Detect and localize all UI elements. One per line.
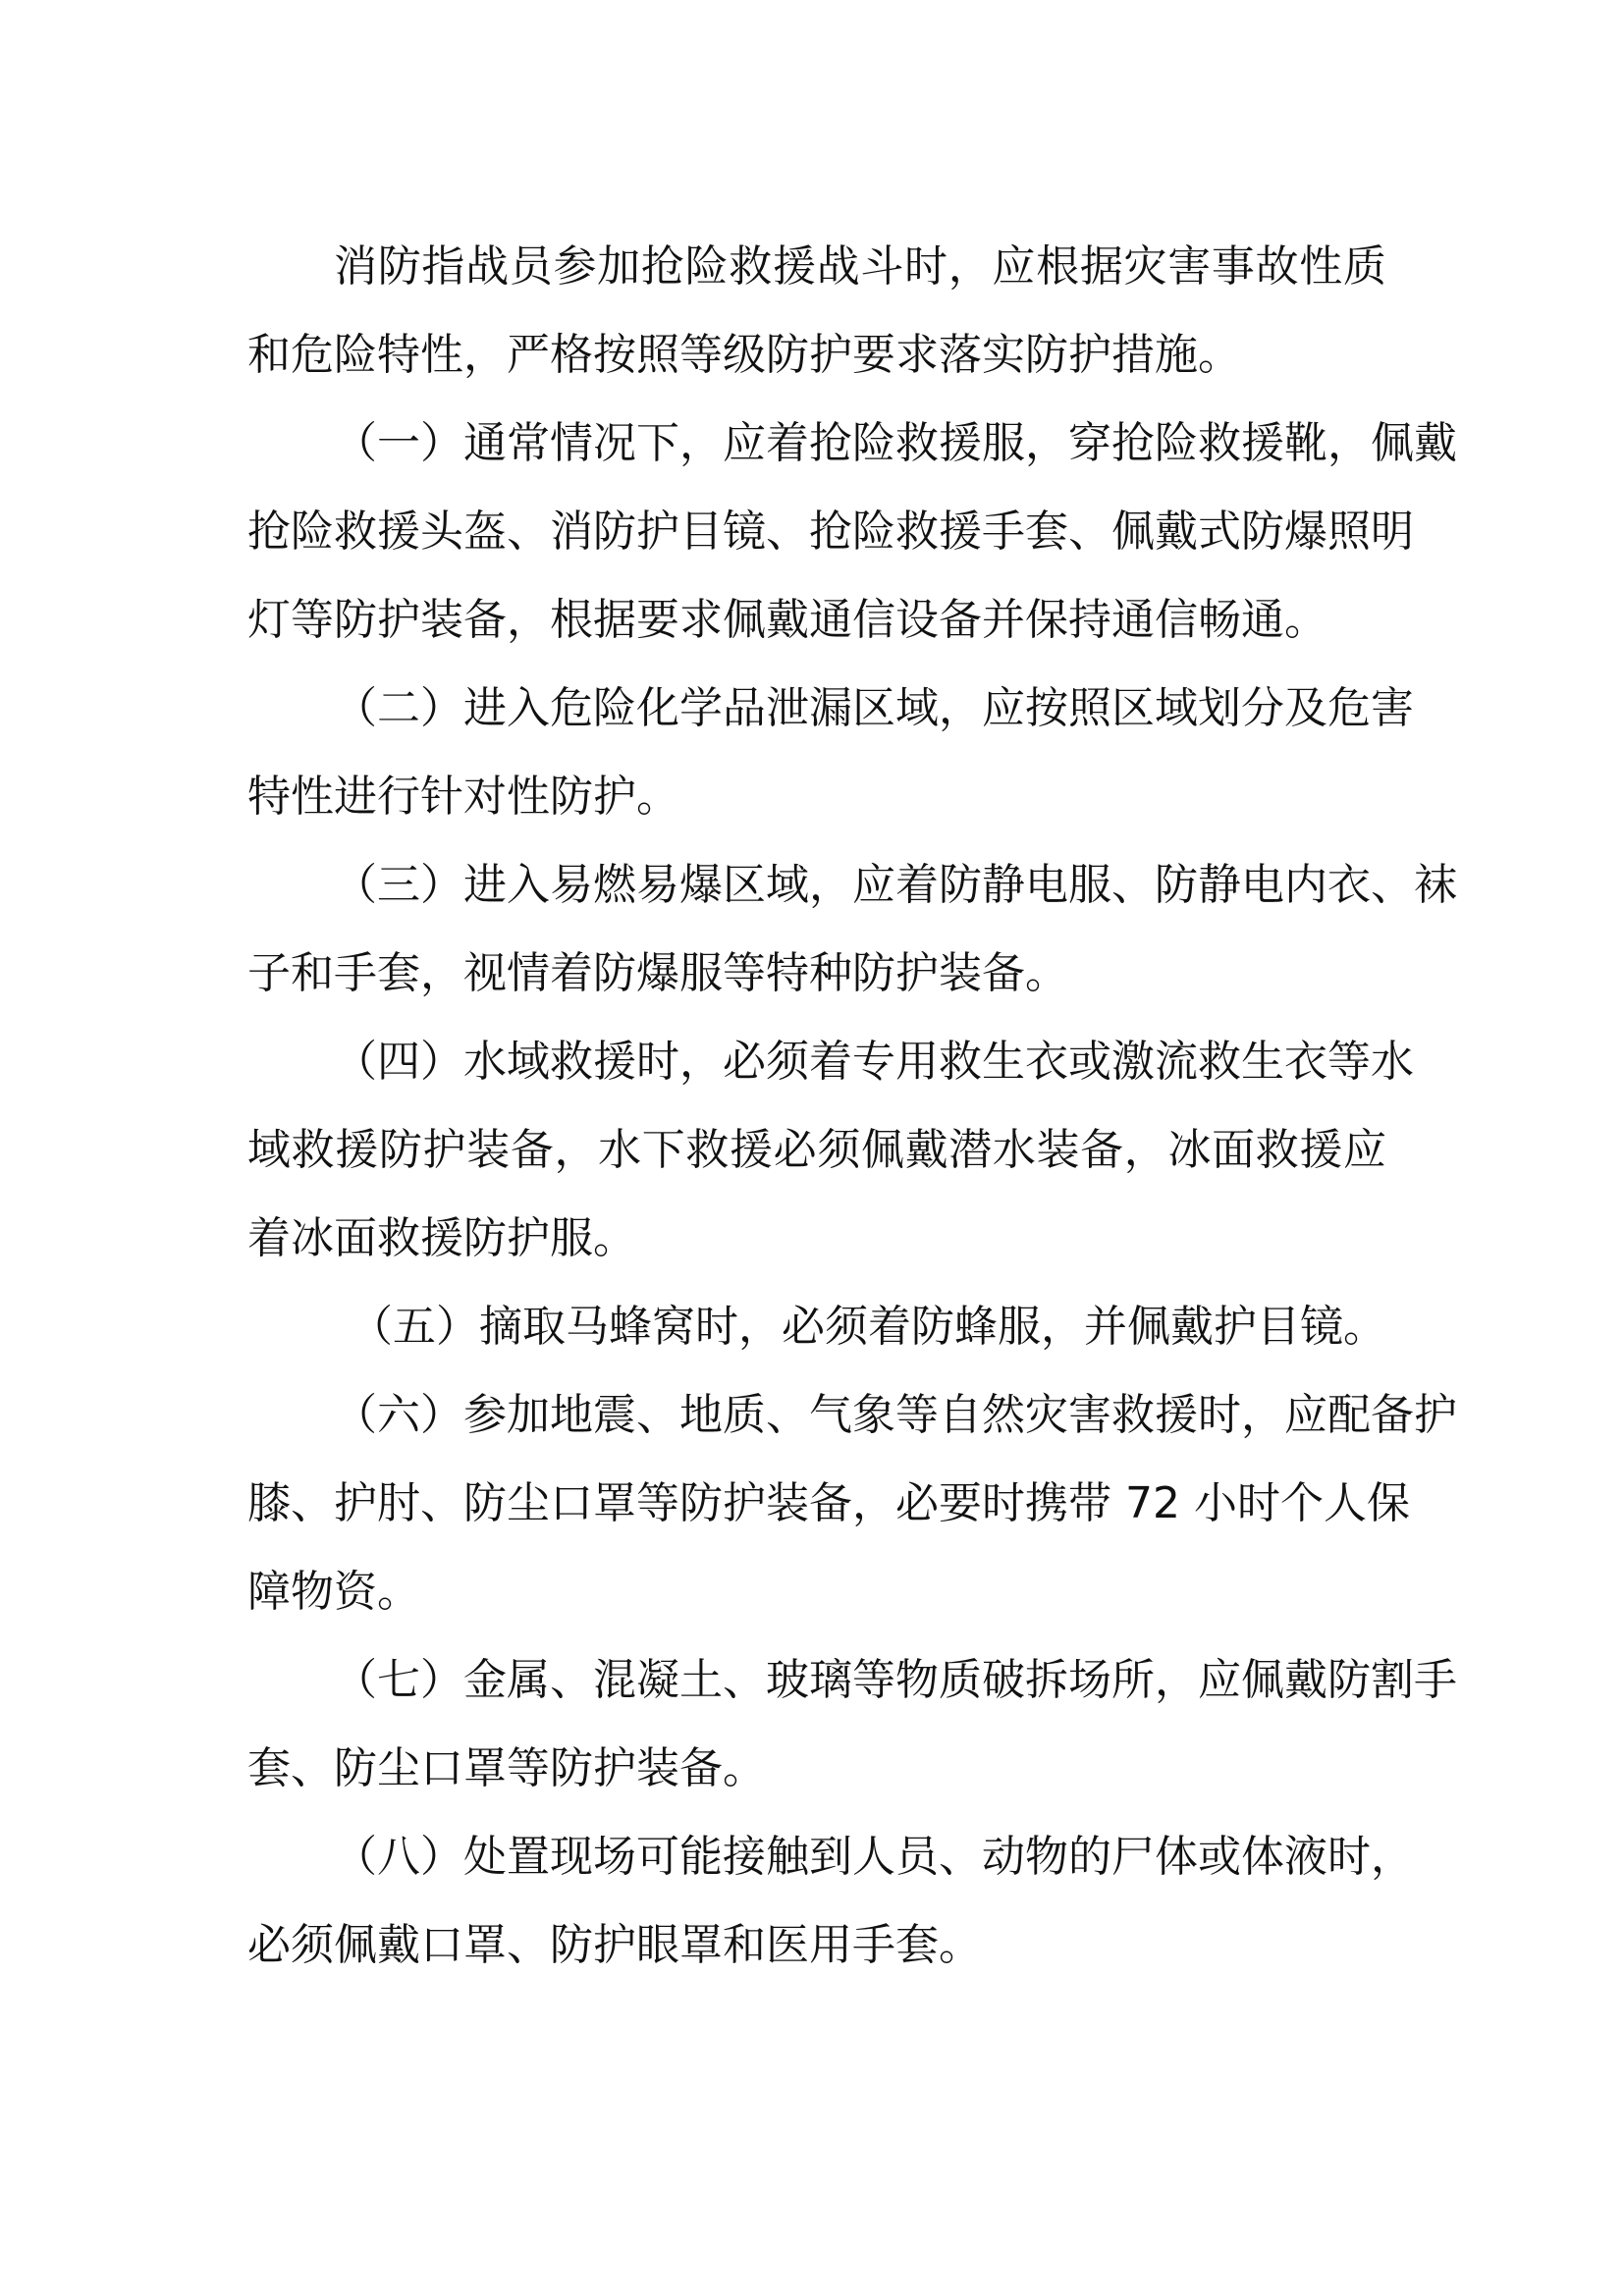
item-2-line-2: 特性进行针对性防护。 [247, 772, 679, 822]
item-4-line-3: 着冰面救援防护服。 [247, 1213, 636, 1263]
item-3-line-2: 子和手套，视情着防爆服等特种防护装备。 [247, 948, 1068, 998]
item-4-line-1: （四）水域救援时，必须着专用救生衣或激流救生衣等水 [334, 1037, 1414, 1087]
item-4-line-2: 域救援防护装备，水下救援必须佩戴潜水装备，冰面救援应 [247, 1125, 1386, 1175]
item-6-line-1: （六）参加地震、地质、气象等自然灾害救援时，应配备护 [334, 1390, 1457, 1440]
item-1-line-3: 灯等防护装备，根据要求佩戴通信设备并保持通信畅通。 [247, 595, 1327, 645]
paragraph-intro-line-2: 和危险特性，严格按照等级防护要求落实防护措施。 [247, 330, 1241, 380]
item-6-line-2: 膝、护肘、防尘口罩等防护装备，必要时携带 72 小时个人保 [247, 1478, 1410, 1528]
item-1-line-1: （一）通常情况下，应着抢险救援服，穿抢险救援靴，佩戴 [334, 418, 1457, 468]
item-5-line-1: （五）摘取马蜂窝时，必须着防蜂服，并佩戴护目镜。 [350, 1302, 1386, 1352]
item-1-line-2: 抢险救援头盔、消防护目镜、抢险救援手套、佩戴式防爆照明 [247, 507, 1414, 557]
item-6-line-3: 障物资。 [247, 1567, 420, 1617]
item-3-line-1: （三）进入易燃易爆区域，应着防静电服、防静电内衣、袜 [334, 860, 1457, 910]
document-body [247, 223, 1457, 1990]
item-7-line-2: 套、防尘口罩等防护装备。 [247, 1743, 766, 1793]
item-8-line-1: （八）处置现场可能接触到人员、动物的尸体或体液时， [334, 1832, 1414, 1882]
item-2-line-1: （二）进入危险化学品泄漏区域，应按照区域划分及危害 [334, 683, 1414, 733]
item-7-line-1: （七）金属、混凝土、玻璃等物质破拆场所，应佩戴防割手 [334, 1655, 1457, 1705]
item-8-line-2: 必须佩戴口罩、防护眼罩和医用手套。 [247, 1920, 982, 1970]
paragraph-intro-line-1: 消防指战员参加抢险救援战斗时，应根据灾害事故性质 [334, 241, 1386, 292]
